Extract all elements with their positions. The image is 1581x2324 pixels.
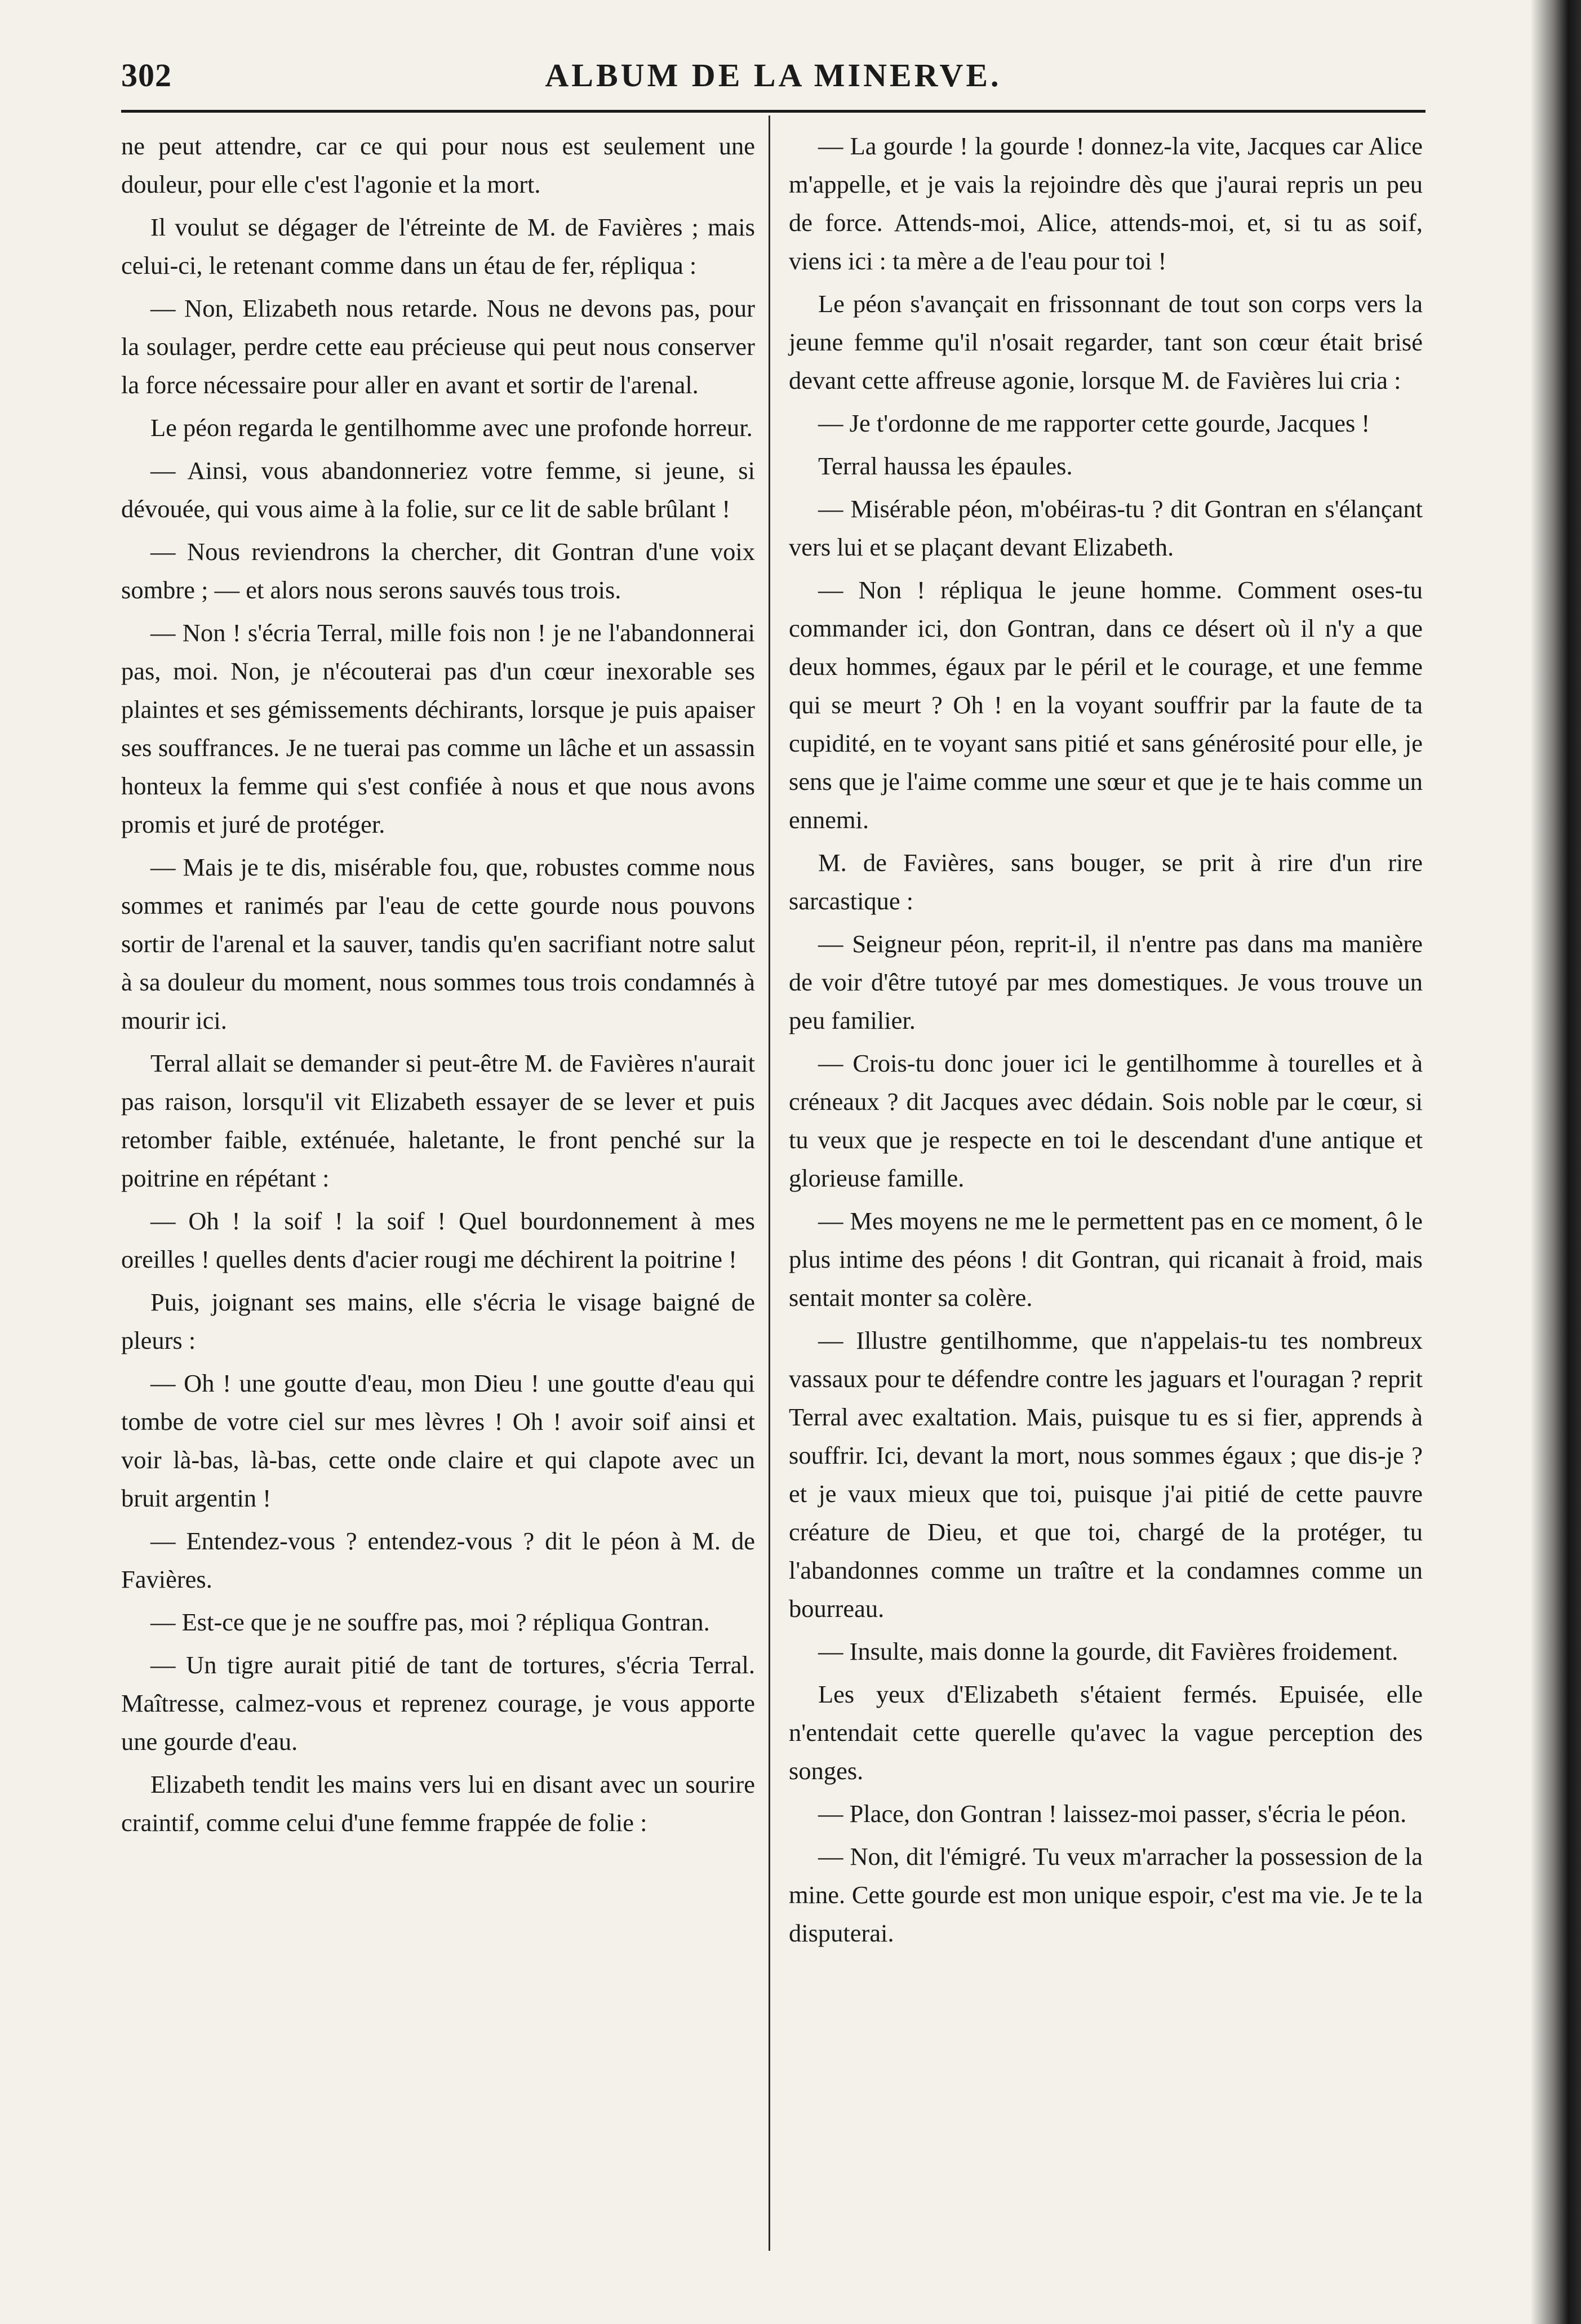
- paragraph: — Est-ce que je ne souffre pas, moi ? répliqua Gontran.: [150, 1608, 710, 1636]
- paragraph: — Illustre gentilhomme, que n'appelais-tu tes nombreux vassaux pour te défendre contre les jaguars et l'ouragan ? reprit Terral avec exaltation. Mais, puisque tu es si fier, apprends à souffrir. Ici, devant la mort, nous sommes égaux ; que dis-je ? et je vaux mieux que toi, puisque j'ai pitié de cette pauvre créature de Dieu, et que toi, chargé de la protéger, tu l'abandonnes comme un traître et la condamnes comme un bourreau.: [789, 1326, 1423, 1623]
- paragraph: — Oh ! la soif ! la soif ! Quel bourdonnement à mes oreilles ! quelles dents d'acier rougi me déchirent la poitrine !: [121, 1207, 755, 1273]
- paragraph: Le péon regarda le gentilhomme avec une profonde horreur.: [150, 414, 753, 442]
- paragraph: — Crois-tu donc jouer ici le gentilhomme à tourelles et à créneaux ? dit Jacques avec dédain. Sois noble par le cœur, si tu veux que je respecte en toi le descendant d'une antique et glorieuse famille.: [789, 1049, 1423, 1192]
- paragraph: ne peut attendre, car ce qui pour nous est seulement une douleur, pour elle c'est l'agonie et la mort.: [121, 132, 755, 198]
- paragraph: — Un tigre aurait pitié de tant de tortures, s'écria Terral. Maîtresse, calmez-vous et reprenez courage, je vous apporte une gourde d'eau.: [121, 1651, 755, 1756]
- paragraph: — Insulte, mais donne la gourde, dit Favières froidement.: [818, 1637, 1398, 1665]
- paragraph: — Oh ! une goutte d'eau, mon Dieu ! une goutte d'eau qui tombe de votre ciel sur mes lèvres ! Oh ! avoir soif ainsi et voir là-bas, là-bas, cette onde claire et qui clapote avec un bruit argentin !: [121, 1369, 755, 1512]
- header-rule: [121, 110, 1425, 113]
- running-title: ALBUM DE LA MINERVE.: [545, 57, 1002, 94]
- page-header: [121, 56, 1425, 101]
- page-number: 302: [121, 57, 172, 94]
- paragraph: — Non ! répliqua le jeune homme. Comment oses-tu commander ici, don Gontran, dans ce désert où il n'y a que deux hommes, égaux par le péril et le courage, et une femme qui se meurt ? Oh ! en la voyant souffrir par la faute de ta cupidité, en te voyant sans pitié et sans générosité pour elle, je sens que je l'aime comme une sœur et que je te hais comme un ennemi.: [789, 576, 1423, 834]
- paragraph: — Non ! s'écria Terral, mille fois non ! je ne l'abandonnerai pas, moi. Non, je n'écouterai pas d'un cœur inexorable ses plaintes et ses gémissements déchirants, lorsque je puis apaiser ses souffrances. Je ne tuerai pas comme un lâche et un assassin honteux la femme qui s'est confiée à nous et que nous avons promis et juré de protéger.: [121, 619, 755, 838]
- paragraph: M. de Favières, sans bouger, se prit à rire d'un rire sarcastique :: [789, 848, 1423, 915]
- paragraph: — Nous reviendrons la chercher, dit Gontran d'une voix sombre ; — et alors nous serons sauvés tous trois.: [121, 537, 755, 604]
- paragraph: — Place, don Gontran ! laissez-moi passer, s'écria le péon.: [818, 1799, 1407, 1828]
- paragraph: — Mais je te dis, misérable fou, que, robustes comme nous sommes et ranimés par l'eau de cette gourde nous pouvons sortir de l'arenal et la sauver, tandis qu'en sacrifiant notre salut à sa douleur du moment, nous sommes tous trois condamnés à mourir ici.: [121, 853, 755, 1034]
- column-divider: [769, 115, 770, 2251]
- paragraph: Il voulut se dégager de l'étreinte de M. de Favières ; mais celui-ci, le retenant comme dans un étau de fer, répliqua :: [121, 213, 755, 279]
- paragraph: — La gourde ! la gourde ! donnez-la vite, Jacques car Alice m'appelle, et je vais la rejoindre dès que j'aurai repris un peu de force. Attends-moi, Alice, attends-moi, et, si tu as soif, viens ici : ta mère a de l'eau pour toi !: [789, 132, 1423, 275]
- paragraph: Terral allait se demander si peut-être M. de Favières n'aurait pas raison, lorsqu'il vit Elizabeth essayer de se lever et puis retomber faible, exténuée, haletante, le front penché sur la poitrine en répétant :: [121, 1049, 755, 1192]
- paragraph: — Entendez-vous ? entendez-vous ? dit le péon à M. de Favières.: [121, 1527, 755, 1593]
- paragraph: — Seigneur péon, reprit-il, il n'entre pas dans ma manière de voir d'être tutoyé par mes domestiques. Je vous trouve un peu familier.: [789, 930, 1423, 1034]
- paragraph: — Non, Elizabeth nous retarde. Nous ne devons pas, pour la soulager, perdre cette eau précieuse qui peut nous conserver la force nécessaire pour aller en avant et sortir de l'arenal.: [121, 294, 755, 399]
- paragraph: Les yeux d'Elizabeth s'étaient fermés. Epuisée, elle n'entendait cette querelle qu'avec la vague perception des songes.: [789, 1680, 1423, 1785]
- scanned-page-edge: [1530, 0, 1581, 2324]
- paragraph: Elizabeth tendit les mains vers lui en disant avec un sourire craintif, comme celui d'une femme frappée de folie :: [121, 1770, 755, 1837]
- paragraph: Puis, joignant ses mains, elle s'écria le visage baigné de pleurs :: [121, 1288, 755, 1354]
- paragraph: — Misérable péon, m'obéiras-tu ? dit Gontran en s'élançant vers lui et se plaçant devant Elizabeth.: [789, 495, 1423, 561]
- paragraph: — Non, dit l'émigré. Tu veux m'arracher la possession de la mine. Cette gourde est mon unique espoir, c'est ma vie. Je te la disputerai.: [789, 1842, 1423, 1947]
- left-column: [121, 127, 755, 1846]
- paragraph: Terral haussa les épaules.: [818, 452, 1073, 480]
- paragraph: — Je t'ordonne de me rapporter cette gourde, Jacques !: [818, 409, 1370, 437]
- paragraph: — Mes moyens ne me le permettent pas en ce moment, ô le plus intime des péons ! dit Gontran, qui ricanait à froid, mais sentait monter sa colère.: [789, 1207, 1423, 1312]
- paragraph: — Ainsi, vous abandonneriez votre femme, si jeune, si dévouée, qui vous aime à la folie, sur ce lit de sable brûlant !: [121, 456, 755, 523]
- right-column: [789, 127, 1423, 1957]
- paragraph: Le péon s'avançait en frissonnant de tout son corps vers la jeune femme qu'il n'osait regarder, tant son cœur était brisé devant cette affreuse agonie, lorsque M. de Favières lui cria :: [789, 290, 1423, 394]
